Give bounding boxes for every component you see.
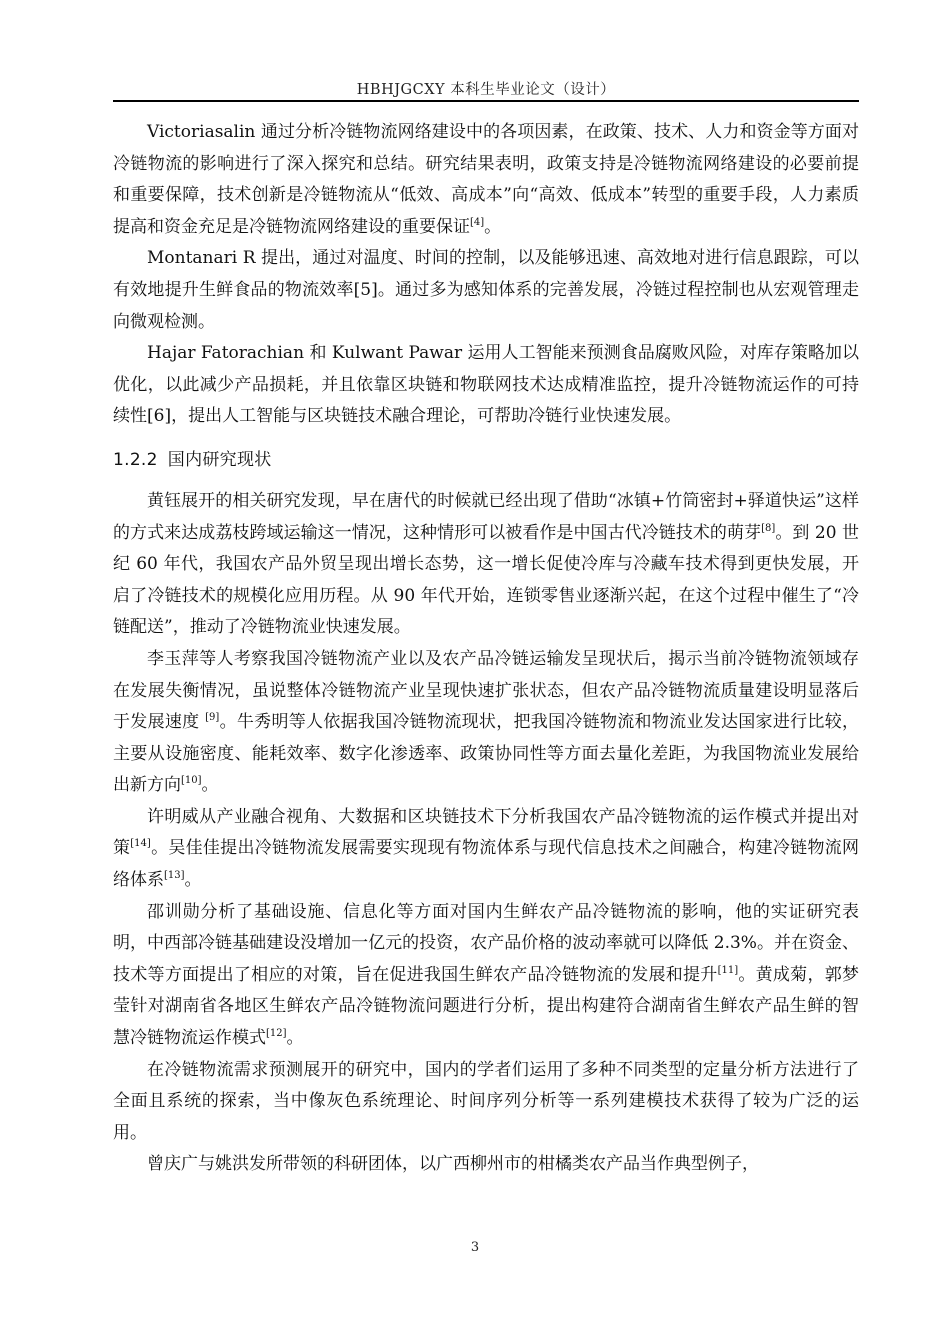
citation[interactable]: [4] [470,216,485,228]
paragraph: Hajar Fatorachian 和 Kulwant Pawar 运用人工智能来预测食品腐败风险，对库存策略加以优化，以此减少产品损耗，并且依靠区块链和物联网技术达成精准监控，提升冷链物流运作的可持续性[6]，提出人工智能与区块链技术融合理论，可帮助冷链行业快速发展。 [113,343,859,427]
paragraph: 许明威从产业融合视角、大数据和区块链技术下分析我国农产品冷链物流的运作模式并提出对策[14]。吴佳佳提出冷链物流发展需要实现现有物流体系与现代信息技术之间融合，构建冷链物流网络体系[13]。 [113,806,860,891]
paragraph: Victoriasalin 通过分析冷链物流网络建设中的各项因素，在政策、技术、人力和资金等方面对冷链物流的影响进行了深入探究和总结。研究结果表明，政策支持是冷链物流网络建设的必要前提和重要保障，技术创新是冷链物流从“低效、高成本”向“高效、低成本”转型的重要手段，人力素质提高和资金充足是冷链物流网络建设的重要保证[4]。 [113,122,859,237]
body-text [113,117,859,1181]
header-rule [113,100,859,102]
section-title: 国内研究现状 [167,449,272,470]
citation[interactable]: [11] [717,964,739,976]
citation[interactable]: [13] [164,870,185,882]
paragraph: 曾庆广与姚洪发所带领的科研团体，以广西柳州市的柑橘类农产品当作典型例子， [147,1154,759,1175]
section-heading [113,445,859,475]
page-header: HBHJGCXY 本科生毕业论文（设计） [356,82,616,98]
paragraph: 邵训勋分析了基础设施、信息化等方面对国内生鲜农产品冷链物流的影响，他的实证研究表明，中西部冷链基础建设没增加一亿元的投资，农产品价格的波动率就可以降低 2.3%。并在资金、技术等方面提出了相应的对策，旨在促进我国生鲜农产品冷链物流的发展和提升[11]。黄成菊，郭梦莹针对湖南省各地区生鲜农产品冷链物流问题进行分析，提出构建符合湖南省生鲜农产品生鲜的智慧冷链物流运作模式[12]。 [113,901,860,1049]
page-number: 3 [470,1240,480,1255]
citation[interactable]: [10] [181,775,202,787]
paragraph: 李玉萍等人考察我国冷链物流产业以及农产品冷链运输发呈现状后，揭示当前冷链物流领域存在发展失衡情况，虽说整体冷链物流产业呈现快速扩张状态，但农产品冷链物流质量建设明显落后于发展速度 [9]。牛秀明等人依据我国冷链物流现状，把我国冷链物流和物流业发达国家进行比较，主要从设施密度、能耗效率、数字化渗透率、政策协同性等方面去量化差距，为我国物流业发展给出新方向[10]。 [113,648,859,796]
citation[interactable]: [8] [761,522,776,534]
citation[interactable]: [12] [266,1028,287,1040]
citation[interactable]: [14] [130,838,151,850]
citation[interactable]: [9] [205,712,220,724]
paragraph: 黄钰展开的相关研究发现，早在唐代的时候就已经出现了借助“冰镇+竹筒密封+驿道快运”这样的方式来达成荔枝跨域运输这一情况，这种情形可以被看作是中国古代冷链技术的萌芽[8]。到 20 世纪 60 年代，我国农产品外贸呈现出增长态势，这一增长促使冷库与冷藏车技术得到更快发展，开启了冷链技术的规模化应用历程。从 90 年代开始，连锁零售业逐渐兴起，在这个过程中催生了“冷链配送”，推动了冷链物流业快速发展。 [113,490,859,638]
section-number: 1.2.2 [113,449,158,470]
paragraph: Montanari R 提出，通过对温度、时间的控制，以及能够迅速、高效地对进行信息跟踪，可以有效地提升生鲜食品的物流效率[5]。通过多为感知体系的完善发展，冷链过程控制也从宏观管理走向微观检测。 [113,248,859,332]
paragraph: 在冷链物流需求预测展开的研究中，国内的学者们运用了多种不同类型的定量分析方法进行了全面且系统的探索，当中像灰色系统理论、时间序列分析等一系列建模技术获得了较为广泛的运用。 [113,1059,859,1143]
